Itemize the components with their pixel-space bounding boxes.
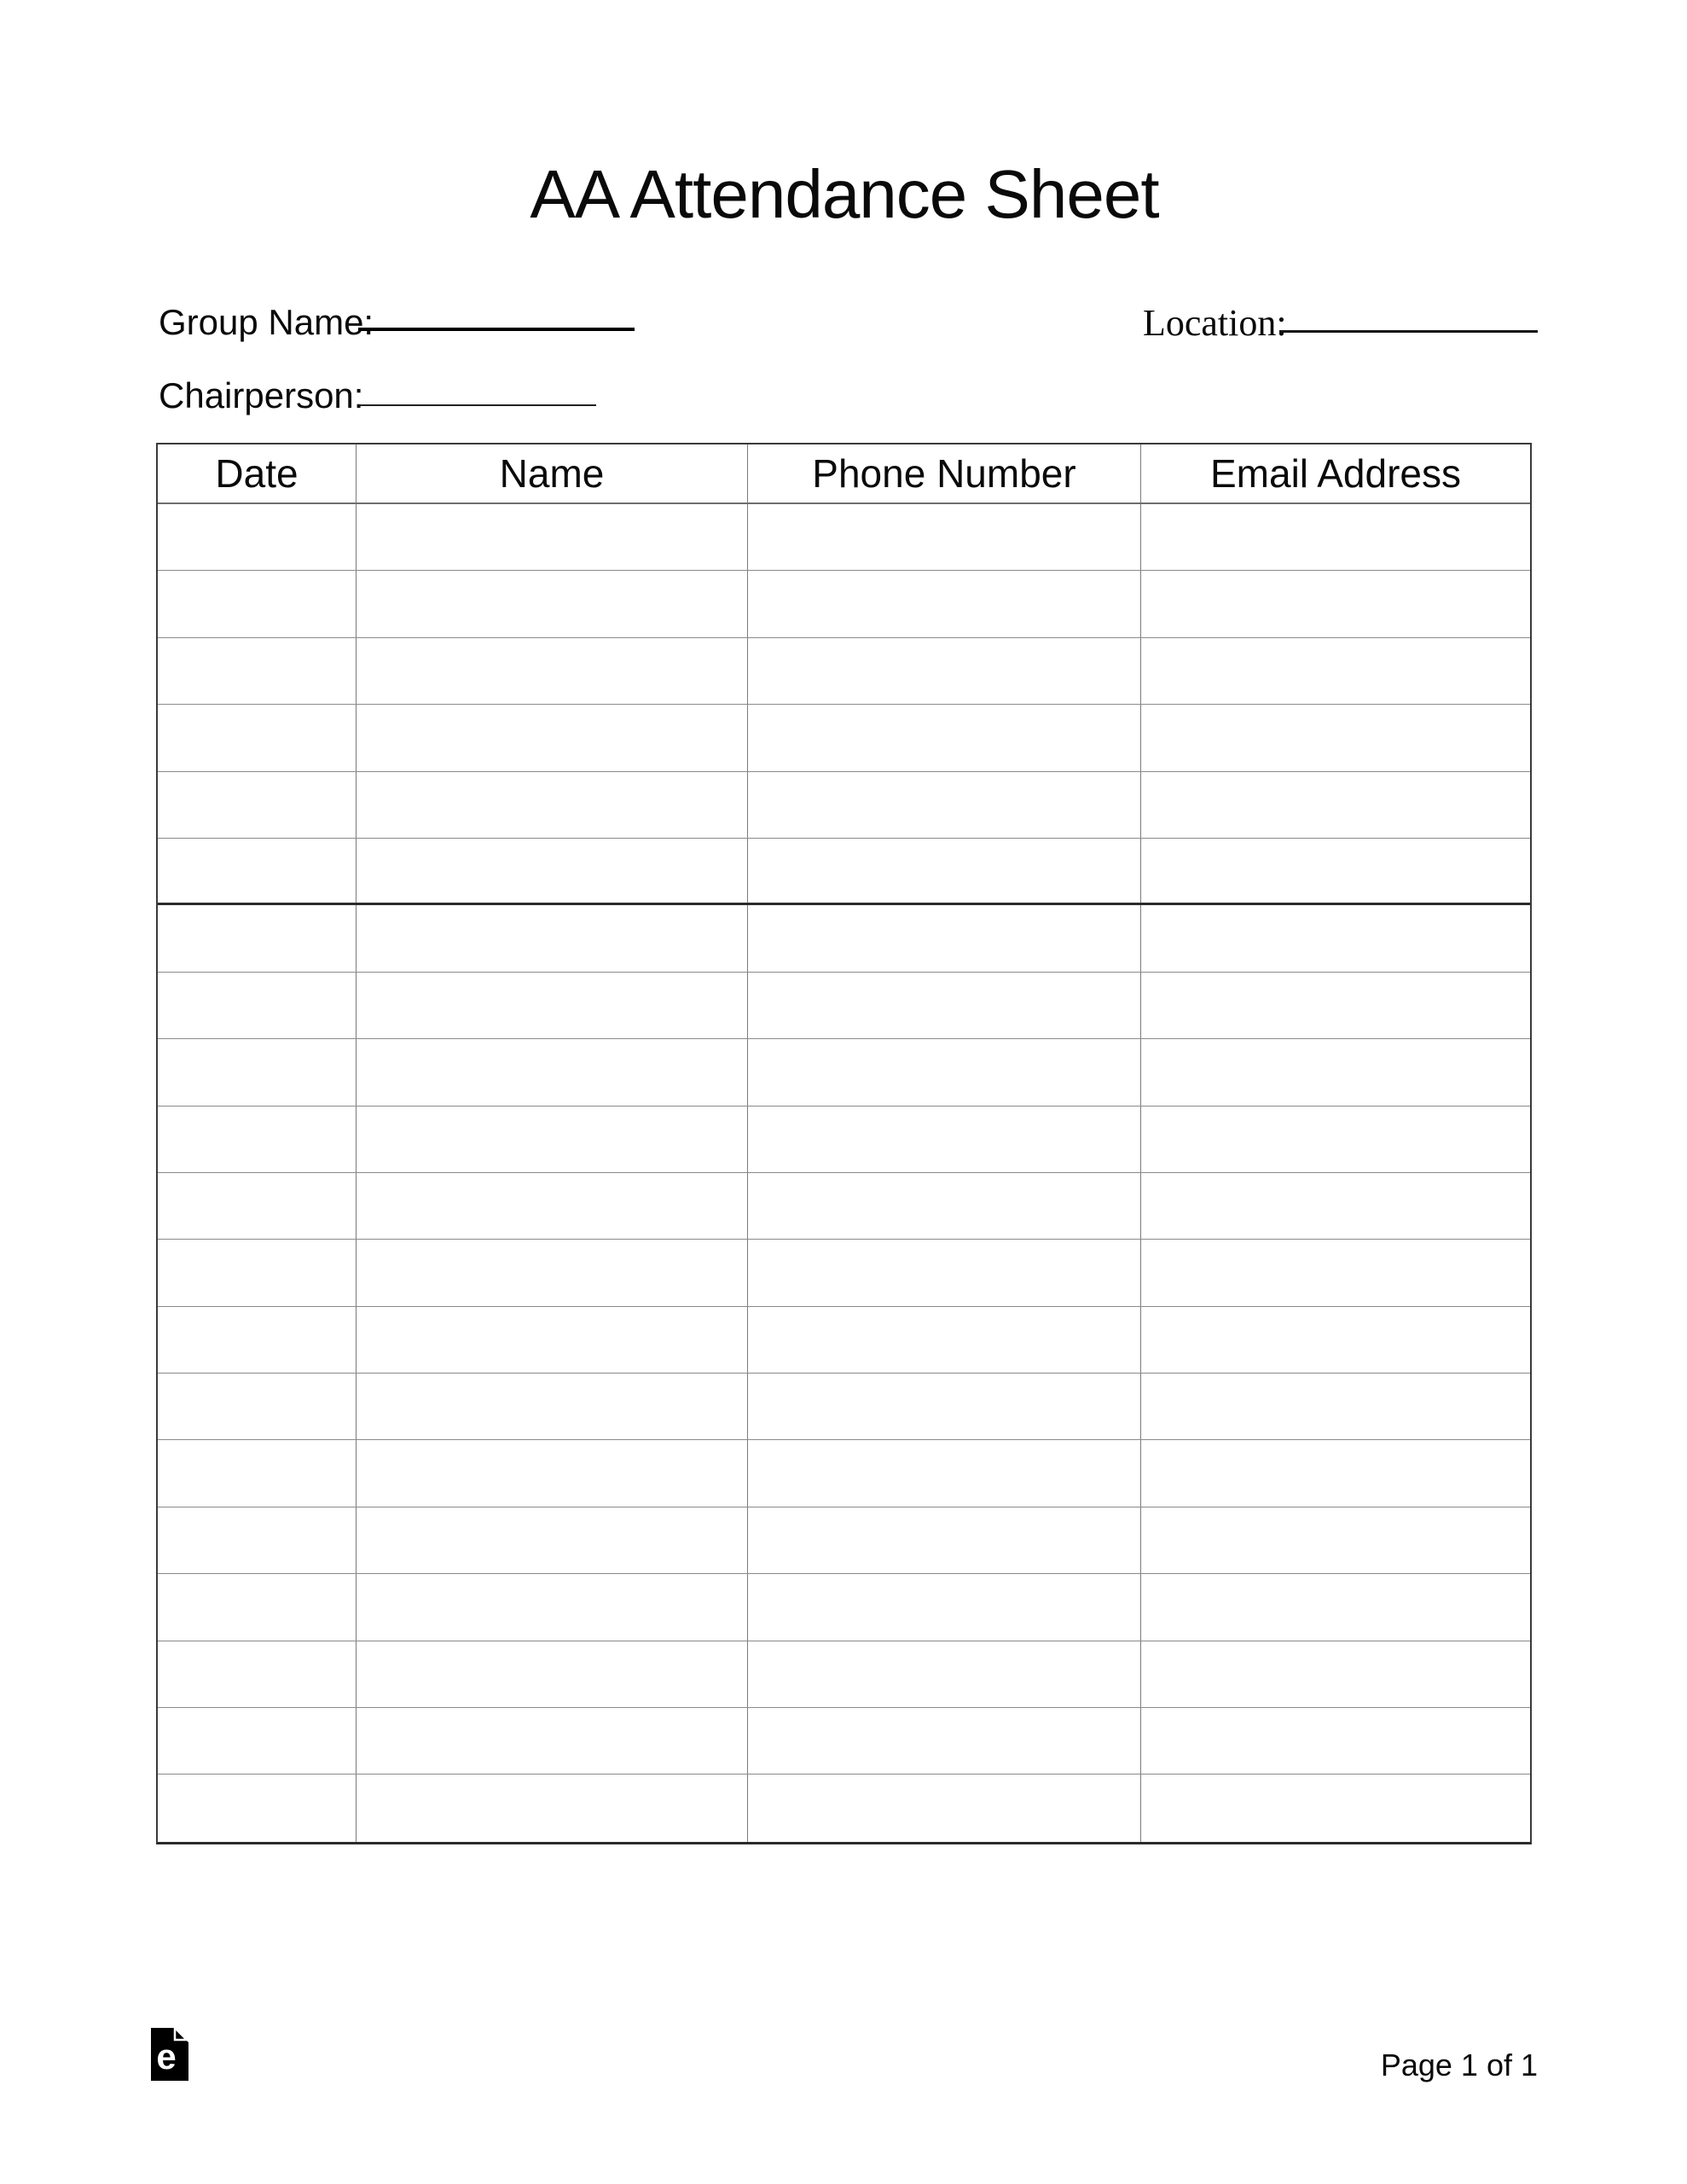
table-cell[interactable] [747, 504, 1140, 570]
table-cell[interactable] [158, 504, 356, 570]
table-cell[interactable] [158, 1708, 356, 1774]
column-header: Date [215, 451, 299, 496]
table-cell[interactable] [356, 1641, 747, 1707]
table-cell[interactable] [747, 638, 1140, 704]
table-cell[interactable] [747, 1440, 1140, 1506]
table-cell[interactable] [356, 705, 747, 770]
table-cell[interactable] [356, 571, 747, 636]
table-cell[interactable] [747, 1107, 1140, 1172]
table-cell[interactable] [1140, 839, 1530, 903]
table-row [158, 571, 1530, 637]
page-number: Page 1 of 1 [1380, 2048, 1538, 2082]
table-cell[interactable] [356, 1374, 747, 1439]
table-row [158, 839, 1530, 905]
table-cell[interactable] [356, 973, 747, 1038]
table-header-row [158, 444, 1530, 504]
table-cell[interactable] [1140, 571, 1530, 636]
table-cell[interactable] [356, 1774, 747, 1841]
table-cell[interactable] [1140, 1173, 1530, 1239]
table-cell[interactable] [1140, 638, 1530, 704]
table-cell[interactable] [158, 1374, 356, 1439]
table-row [158, 1307, 1530, 1374]
table-row [158, 1574, 1530, 1641]
eforms-logo-letter: e [156, 2036, 177, 2077]
table-cell[interactable] [747, 1240, 1140, 1305]
attendance-table [156, 443, 1532, 1844]
table-cell[interactable] [747, 705, 1140, 770]
table-row [158, 1173, 1530, 1240]
table-cell[interactable] [158, 705, 356, 770]
table-cell[interactable] [158, 1240, 356, 1305]
column-header: Email Address [1140, 444, 1530, 502]
table-cell[interactable] [356, 638, 747, 704]
table-cell[interactable] [1140, 1107, 1530, 1172]
page-title: AA Attendance Sheet [530, 156, 1159, 232]
table-cell[interactable] [356, 1307, 747, 1373]
table-cell[interactable] [158, 571, 356, 636]
table-cell[interactable] [356, 1440, 747, 1506]
table-cell[interactable] [158, 1307, 356, 1373]
table-cell[interactable] [356, 772, 747, 838]
table-row [158, 973, 1530, 1039]
eforms-logo-icon [151, 2028, 188, 2081]
table-cell[interactable] [747, 1708, 1140, 1774]
table-cell[interactable] [747, 772, 1140, 838]
table-row [158, 1641, 1530, 1708]
table-cell[interactable] [158, 1440, 356, 1506]
table-cell[interactable] [158, 1173, 356, 1239]
table-row [158, 1374, 1530, 1440]
table-cell[interactable] [1140, 1240, 1530, 1305]
table-cell[interactable] [356, 839, 747, 903]
table-cell[interactable] [356, 1574, 747, 1640]
location-label: Location: [1143, 302, 1287, 344]
table-row [158, 1507, 1530, 1574]
table-cell[interactable] [158, 1107, 356, 1172]
table-cell[interactable] [158, 905, 356, 971]
table-cell[interactable] [356, 1039, 747, 1105]
table-cell[interactable] [1140, 1774, 1530, 1841]
table-cell[interactable] [158, 973, 356, 1038]
table-cell[interactable] [158, 1574, 356, 1640]
table-cell[interactable] [1140, 1574, 1530, 1640]
table-cell[interactable] [158, 839, 356, 903]
table-cell[interactable] [747, 1173, 1140, 1239]
chairperson-line[interactable] [359, 404, 596, 406]
column-header: Name [356, 444, 747, 502]
table-cell[interactable] [747, 1641, 1140, 1707]
table-cell[interactable] [356, 504, 747, 570]
table-row [158, 1708, 1530, 1774]
table-cell[interactable] [1140, 1641, 1530, 1707]
table-cell[interactable] [158, 1039, 356, 1105]
table-cell[interactable] [1140, 1307, 1530, 1373]
table-cell[interactable] [356, 1107, 747, 1172]
location-line[interactable] [1279, 330, 1538, 333]
group-name-line[interactable] [358, 328, 635, 331]
table-cell[interactable] [747, 1574, 1140, 1640]
table-cell[interactable] [158, 1507, 356, 1573]
table-cell[interactable] [158, 772, 356, 838]
group-name-label: Group Name: [159, 302, 374, 342]
table-cell[interactable] [1140, 1374, 1530, 1439]
table-cell[interactable] [747, 1774, 1140, 1841]
table-cell[interactable] [1140, 772, 1530, 838]
table-row [158, 705, 1530, 771]
table-row [158, 1107, 1530, 1173]
chairperson-label: Chairperson: [159, 375, 364, 415]
table-cell[interactable] [1140, 705, 1530, 770]
table-cell[interactable] [747, 973, 1140, 1038]
table-cell[interactable] [1140, 1440, 1530, 1506]
table-cell[interactable] [158, 1641, 356, 1707]
table-cell[interactable] [747, 1374, 1140, 1439]
table-cell[interactable] [1140, 973, 1530, 1038]
table-cell[interactable] [747, 839, 1140, 903]
table-row [158, 772, 1530, 839]
table-row [158, 905, 1530, 972]
table-row [158, 1774, 1530, 1841]
table-row [158, 638, 1530, 705]
table-cell[interactable] [1140, 1708, 1530, 1774]
table-cell[interactable] [356, 1507, 747, 1573]
table-cell[interactable] [356, 905, 747, 971]
table-cell[interactable] [1140, 1507, 1530, 1573]
column-header: Phone Number [747, 444, 1140, 502]
table-cell[interactable] [1140, 905, 1530, 971]
table-cell[interactable] [747, 1307, 1140, 1373]
table-row [158, 1039, 1530, 1106]
table-cell[interactable] [1140, 504, 1530, 570]
table-cell[interactable] [158, 638, 356, 704]
table-cell[interactable] [356, 1708, 747, 1774]
table-row [158, 1440, 1530, 1507]
table-cell[interactable] [1140, 1039, 1530, 1105]
table-cell[interactable] [356, 1240, 747, 1305]
table-row [158, 1240, 1530, 1306]
table-body [158, 504, 1530, 1842]
table-cell[interactable] [356, 1173, 747, 1239]
table-row [158, 504, 1530, 571]
table-cell[interactable] [747, 571, 1140, 636]
table-cell[interactable] [747, 1507, 1140, 1573]
table-cell[interactable] [747, 905, 1140, 971]
table-cell[interactable] [747, 1039, 1140, 1105]
table-cell[interactable] [158, 1774, 356, 1841]
